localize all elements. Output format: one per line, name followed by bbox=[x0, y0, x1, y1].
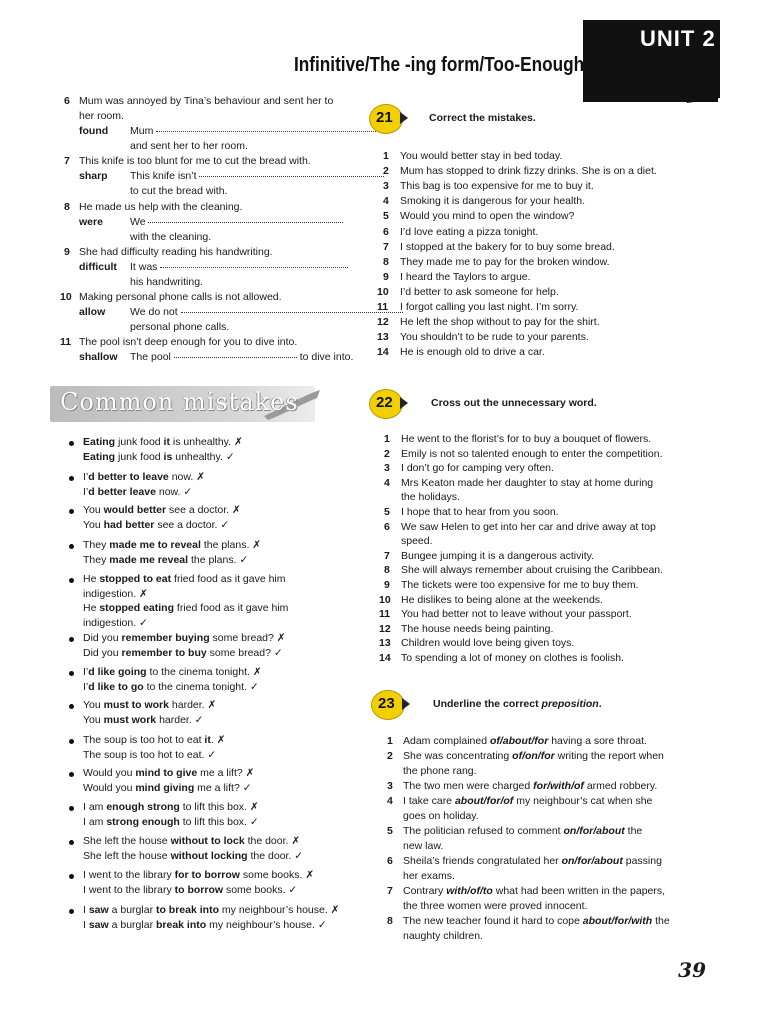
instruction-period: . bbox=[598, 698, 602, 710]
emphasis: Eating bbox=[83, 450, 116, 463]
text: see a doctor. ✗ bbox=[166, 504, 241, 516]
item-number: 4 bbox=[383, 195, 389, 208]
text: a burglar bbox=[108, 918, 156, 931]
bullet bbox=[69, 476, 74, 481]
emphasis: strong enough bbox=[106, 815, 180, 828]
text: I’ bbox=[83, 485, 89, 498]
text: You bbox=[83, 699, 104, 711]
text: her exams. bbox=[403, 870, 455, 882]
preposition-options: about/for/of bbox=[454, 795, 514, 807]
item-number: 3 bbox=[383, 180, 389, 193]
instruction-emphasis: preposition bbox=[541, 698, 599, 710]
item-number: 1 bbox=[387, 735, 393, 747]
item-number: 2 bbox=[384, 447, 390, 460]
item-sentence: I’d love eating a pizza tonight. bbox=[400, 225, 539, 238]
text: She left the house bbox=[83, 849, 171, 862]
text: new law. bbox=[403, 840, 444, 852]
item-sentence: You shouldn’t to be rude to your parents. bbox=[400, 331, 589, 344]
item-sentence: The tickets were too expensive for me to buy them. bbox=[401, 579, 639, 591]
text: I’ bbox=[83, 680, 89, 693]
mistake-line bbox=[83, 835, 300, 848]
item-sentence: She had difficulty reading his handwriting. bbox=[79, 246, 273, 258]
mistake-line bbox=[83, 816, 259, 829]
text: naughty children. bbox=[403, 930, 483, 942]
answer-line: The pool to dive into. bbox=[130, 351, 354, 363]
item-sentence: To spending a lot of money on clothes is foolish. bbox=[401, 652, 624, 664]
mistake-line bbox=[83, 666, 262, 679]
text: She left the house bbox=[83, 835, 171, 847]
emphasis: d like going bbox=[88, 666, 147, 678]
item-sentence: He left the shop without to pay for the shirt. bbox=[400, 316, 600, 329]
mistake-line bbox=[83, 647, 283, 660]
mistake-line bbox=[83, 519, 229, 532]
mistake-line bbox=[83, 632, 286, 645]
text: Sheila’s friends congratulated her bbox=[403, 855, 562, 867]
item-sentence: the holidays. bbox=[401, 491, 460, 504]
emphasis: break into bbox=[155, 918, 207, 931]
text: I take care bbox=[403, 795, 455, 807]
emphasis: made me to reveal bbox=[109, 539, 201, 551]
emphasis: must work bbox=[103, 713, 157, 726]
text: I am bbox=[83, 815, 107, 828]
emphasis: is bbox=[163, 450, 173, 463]
answer-line: We bbox=[130, 216, 343, 229]
item-sentence bbox=[403, 930, 483, 943]
emphasis: Eating bbox=[83, 436, 116, 448]
text: now. ✗ bbox=[168, 471, 206, 483]
item-number: 4 bbox=[387, 795, 393, 807]
item-number: 6 bbox=[64, 95, 70, 107]
text: some bread? ✓ bbox=[206, 646, 283, 659]
answer-line: Mum bbox=[130, 125, 378, 138]
text: to the cinema tonight. ✓ bbox=[143, 680, 259, 693]
item-sentence bbox=[403, 840, 443, 853]
bullet bbox=[69, 637, 74, 642]
emphasis: to borrow bbox=[174, 883, 224, 896]
bullet bbox=[69, 671, 74, 676]
item-sentence bbox=[403, 735, 647, 748]
item-sentence bbox=[403, 765, 477, 778]
item-sentence: speed. bbox=[401, 535, 433, 548]
emphasis: without to lock bbox=[170, 835, 245, 847]
text: the bbox=[652, 915, 670, 927]
emphasis: for to borrow bbox=[174, 869, 240, 881]
answer-line: and sent her to her room. bbox=[130, 140, 248, 152]
mistake-line bbox=[83, 904, 339, 917]
item-sentence: I hope that to hear from you soon. bbox=[401, 506, 559, 518]
item-sentence: He went to the florist’s for to buy a bouquet of flowers. bbox=[401, 433, 652, 445]
common-mistakes-heading: Common mistakes bbox=[60, 388, 299, 416]
bullet bbox=[69, 772, 74, 777]
item-sentence: Mum has stopped to drink fizzy drinks. She is on a diet. bbox=[400, 165, 657, 178]
emphasis: enough strong bbox=[106, 801, 180, 813]
mistake-line bbox=[83, 919, 327, 932]
mistake-line bbox=[83, 554, 248, 567]
text: harder. ✓ bbox=[156, 713, 204, 726]
bullet bbox=[69, 578, 74, 583]
bullet bbox=[69, 509, 74, 514]
item-sentence: You would better stay in bed today. bbox=[400, 150, 563, 162]
emphasis: without locking bbox=[170, 849, 248, 862]
item-sentence: I heard the Taylors to argue. bbox=[400, 270, 531, 283]
item-sentence bbox=[403, 750, 664, 763]
item-sentence bbox=[403, 795, 652, 808]
text: the bbox=[624, 825, 643, 837]
keyword: sharp bbox=[79, 170, 108, 182]
text: You bbox=[83, 713, 104, 726]
emphasis: had better bbox=[103, 518, 155, 531]
item-sentence bbox=[403, 825, 642, 838]
text: Did you bbox=[83, 632, 122, 644]
item-sentence: Emily is not so talented enough to enter the competition. bbox=[401, 447, 663, 460]
answer-blank bbox=[156, 130, 378, 132]
text: the door. ✓ bbox=[247, 849, 304, 862]
badge-pointer bbox=[402, 698, 410, 710]
item-sentence bbox=[403, 855, 662, 868]
text: You bbox=[83, 504, 104, 516]
answer-line: We do not bbox=[130, 306, 403, 319]
preposition-options: for/with/of bbox=[533, 780, 584, 792]
emphasis: saw bbox=[88, 904, 109, 916]
item-number: 5 bbox=[387, 825, 393, 837]
text: writing the report when bbox=[554, 750, 664, 762]
answer-line: It was bbox=[130, 261, 348, 274]
item-sentence: Would you mind to open the window? bbox=[400, 210, 575, 223]
mistake-line bbox=[83, 539, 261, 552]
item-number: 5 bbox=[384, 506, 390, 518]
badge-pointer bbox=[400, 112, 408, 124]
item-number: 2 bbox=[383, 165, 389, 178]
text: He bbox=[83, 573, 100, 585]
text: The two men were charged bbox=[403, 780, 534, 792]
item-sentence: Mrs Keaton made her daughter to stay at home during bbox=[401, 476, 654, 489]
item-number: 3 bbox=[384, 462, 390, 475]
text: to lift this box. ✓ bbox=[179, 815, 259, 828]
exercise-number: 22 bbox=[376, 394, 393, 411]
item-sentence: Bungee jumping it is a dangerous activity. bbox=[401, 549, 594, 562]
text: I’ bbox=[83, 471, 89, 483]
unit-label: UNIT 2 bbox=[640, 26, 716, 51]
preposition-options: on/for/about bbox=[563, 825, 625, 837]
preposition-options: with/of/to bbox=[446, 885, 493, 897]
item-sentence: This knife is too blunt for me to cut the bread with. bbox=[79, 155, 311, 167]
text: me a lift? ✓ bbox=[194, 781, 252, 794]
exercise-instruction bbox=[433, 698, 602, 710]
text: some books. ✗ bbox=[239, 869, 315, 881]
preposition-options: about/for/with bbox=[582, 915, 653, 927]
item-number: 12 bbox=[379, 622, 391, 635]
item-sentence: They made me to pay for the broken window. bbox=[400, 255, 610, 268]
text: fried food as it gave him bbox=[174, 602, 289, 614]
item-number: 1 bbox=[383, 150, 389, 162]
preposition-options: on/for/about bbox=[561, 855, 623, 867]
exercise-instruction: Cross out the unnecessary word. bbox=[431, 397, 597, 409]
item-number: 10 bbox=[60, 291, 72, 303]
item-number: 8 bbox=[384, 564, 390, 577]
item-number: 3 bbox=[387, 780, 393, 792]
mistake-line: indigestion. ✗ bbox=[83, 587, 148, 600]
answer-line: to cut the bread with. bbox=[130, 185, 228, 197]
mistake-line bbox=[83, 504, 241, 517]
item-number: 6 bbox=[387, 855, 393, 867]
item-number: 11 bbox=[379, 608, 391, 621]
item-number: 13 bbox=[377, 331, 389, 344]
text: some bread? ✗ bbox=[209, 632, 286, 644]
emphasis: d better to leave bbox=[88, 471, 169, 483]
item-sentence: Smoking it is dangerous for your health. bbox=[400, 195, 586, 208]
mistake-line bbox=[83, 801, 259, 814]
answer-blank bbox=[181, 311, 403, 313]
item-sentence: I forgot calling you last night. I’m sorry. bbox=[400, 301, 579, 313]
mistake-line bbox=[83, 782, 252, 795]
item-sentence: her room. bbox=[79, 110, 124, 122]
answer-tail: to dive into. bbox=[296, 351, 354, 363]
emphasis: it bbox=[204, 734, 211, 746]
item-number: 6 bbox=[384, 520, 390, 533]
mistake-line bbox=[83, 850, 303, 863]
text: the three women were proved innocent. bbox=[403, 900, 588, 912]
mistake-line bbox=[83, 734, 225, 747]
instruction-text: Underline the correct bbox=[433, 698, 542, 710]
item-number: 10 bbox=[377, 285, 389, 298]
item-number: 6 bbox=[383, 225, 389, 238]
answer-line: This knife isn’t bbox=[130, 170, 384, 183]
emphasis: stopped eating bbox=[99, 602, 175, 614]
keyword: found bbox=[79, 125, 109, 137]
item-number: 7 bbox=[384, 549, 390, 562]
text: fried food as it gave him bbox=[171, 573, 286, 585]
text: me a lift? ✗ bbox=[197, 767, 255, 779]
item-number: 11 bbox=[377, 301, 389, 313]
text: The soup is too hot to eat. ✓ bbox=[83, 748, 217, 761]
item-number: 14 bbox=[377, 346, 389, 359]
bullet bbox=[69, 704, 74, 709]
text: a burglar bbox=[108, 904, 156, 916]
mistake-line bbox=[83, 573, 286, 586]
mistake-line bbox=[83, 767, 254, 780]
item-number: 7 bbox=[387, 885, 393, 897]
text: see a doctor. ✓ bbox=[154, 518, 230, 531]
item-number: 7 bbox=[383, 240, 389, 253]
keyword: difficult bbox=[79, 261, 117, 273]
item-sentence: He is enough old to drive a car. bbox=[400, 346, 545, 359]
text: harder. ✗ bbox=[168, 699, 217, 711]
item-sentence: He made us help with the cleaning. bbox=[79, 201, 243, 213]
preposition-options: of/about/for bbox=[489, 735, 549, 747]
mistake-line bbox=[83, 681, 259, 694]
text: to lift this box. ✗ bbox=[179, 801, 259, 813]
text: now. ✓ bbox=[155, 485, 193, 498]
item-number: 11 bbox=[60, 336, 72, 348]
keyword: shallow bbox=[79, 351, 118, 363]
item-sentence: I’d better to ask someone for help. bbox=[400, 285, 559, 298]
text: some books. ✓ bbox=[223, 883, 298, 896]
text: junk food bbox=[115, 450, 164, 463]
item-sentence: Children would love being given toys. bbox=[401, 637, 575, 650]
answer-blank bbox=[160, 266, 348, 268]
item-sentence bbox=[403, 870, 455, 883]
bullet bbox=[69, 544, 74, 549]
item-number: 9 bbox=[383, 270, 389, 283]
mistake-line bbox=[83, 884, 297, 897]
badge-pointer bbox=[400, 397, 408, 409]
item-sentence bbox=[403, 885, 665, 898]
mistake-line bbox=[83, 486, 192, 499]
mistake-line: indigestion. ✓ bbox=[83, 616, 148, 629]
page-title: Infinitive/The -ing form/Too-Enough/Participles bbox=[294, 54, 676, 76]
item-sentence: Making personal phone calls is not allowed. bbox=[79, 291, 282, 303]
emphasis: saw bbox=[88, 918, 109, 931]
emphasis: d like to go bbox=[88, 680, 144, 693]
bullet bbox=[69, 909, 74, 914]
text: They bbox=[83, 539, 110, 551]
item-sentence: Mum was annoyed by Tina’s behaviour and sent her to bbox=[79, 95, 334, 107]
emphasis: mind to give bbox=[135, 767, 198, 779]
item-sentence: I don’t go for camping very often. bbox=[401, 462, 554, 475]
text: Would you bbox=[83, 781, 136, 794]
item-sentence bbox=[403, 915, 670, 928]
answer-blank bbox=[174, 356, 297, 358]
emphasis: mind giving bbox=[135, 781, 195, 794]
item-sentence: This bag is too expensive for me to buy it. bbox=[400, 180, 594, 193]
text: Contrary bbox=[403, 885, 447, 897]
text: Adam complained bbox=[403, 735, 490, 747]
item-number: 8 bbox=[387, 915, 393, 927]
item-number: 4 bbox=[384, 476, 390, 489]
text: She was concentrating bbox=[403, 750, 513, 762]
item-number: 2 bbox=[387, 750, 393, 762]
answer-blank bbox=[199, 175, 384, 177]
text: The new teacher found it hard to cope bbox=[403, 915, 583, 927]
text: the plans. ✓ bbox=[188, 553, 249, 566]
item-number: 8 bbox=[64, 201, 70, 213]
emphasis: it bbox=[163, 436, 170, 448]
text: You bbox=[83, 518, 104, 531]
exercise-number: 21 bbox=[376, 109, 393, 126]
text: I went to the library bbox=[83, 883, 175, 896]
item-sentence: We saw Helen to get into her car and drive away at top bbox=[401, 520, 656, 533]
page-number: 39 bbox=[678, 958, 706, 982]
item-sentence: She will always remember about cruising the Caribbean. bbox=[401, 564, 664, 577]
item-sentence: The pool isn’t deep enough for you to dive into. bbox=[79, 336, 298, 348]
item-sentence: He dislikes to being alone at the weekends. bbox=[401, 593, 603, 606]
item-number: 5 bbox=[383, 210, 389, 223]
emphasis: remember to buy bbox=[121, 646, 207, 659]
mistake-line bbox=[83, 699, 216, 712]
text: . ✗ bbox=[210, 734, 226, 746]
mistake-line bbox=[83, 714, 203, 727]
bullet bbox=[69, 840, 74, 845]
text: He bbox=[83, 602, 100, 614]
item-number: 13 bbox=[379, 637, 391, 650]
text: to the cinema tonight. ✗ bbox=[146, 666, 262, 678]
text: I bbox=[83, 918, 89, 931]
text: The soup is too hot to eat bbox=[83, 734, 205, 746]
keyword: allow bbox=[79, 306, 106, 318]
item-sentence bbox=[403, 900, 587, 913]
answer-line: personal phone calls. bbox=[130, 321, 230, 333]
item-number: 14 bbox=[379, 652, 391, 664]
text: I went to the library bbox=[83, 869, 175, 881]
mistake-line bbox=[83, 451, 235, 464]
text: my neighbour’s cat when she bbox=[513, 795, 653, 807]
text: armed robbery. bbox=[583, 780, 658, 792]
text: unhealthy. ✓ bbox=[172, 450, 235, 463]
item-number: 1 bbox=[384, 433, 390, 445]
text: Would you bbox=[83, 767, 136, 779]
item-sentence: You had better not to leave without your passport. bbox=[401, 608, 632, 621]
text: I bbox=[83, 904, 89, 916]
emphasis: d better leave bbox=[88, 485, 156, 498]
item-number: 9 bbox=[384, 579, 390, 591]
emphasis: made me reveal bbox=[109, 553, 189, 566]
text: what had been written in the papers, bbox=[492, 885, 666, 897]
emphasis: must to work bbox=[103, 699, 169, 711]
preposition-options: of/on/for bbox=[512, 750, 555, 762]
text: is unhealthy. ✗ bbox=[169, 436, 243, 448]
item-number: 7 bbox=[64, 155, 70, 167]
text: my neighbour’s house. ✓ bbox=[206, 918, 327, 931]
item-sentence: I stopped at the bakery for to buy some bread. bbox=[400, 240, 615, 253]
text: They bbox=[83, 553, 110, 566]
exercise-instruction: Correct the mistakes. bbox=[429, 112, 536, 124]
mistake-line bbox=[83, 869, 314, 882]
text: the door. ✗ bbox=[244, 835, 301, 847]
text: I am bbox=[83, 801, 107, 813]
item-number: 8 bbox=[383, 255, 389, 268]
text: Did you bbox=[83, 646, 122, 659]
bullet bbox=[69, 441, 74, 446]
text: The politician refused to comment bbox=[403, 825, 564, 837]
emphasis: to break into bbox=[155, 904, 219, 916]
text: passing bbox=[622, 855, 662, 867]
item-sentence: The house needs being painting. bbox=[401, 622, 554, 635]
item-sentence bbox=[403, 810, 479, 823]
emphasis: would better bbox=[103, 504, 167, 516]
mistake-line bbox=[83, 749, 216, 762]
answer-line: his handwriting. bbox=[130, 276, 203, 288]
mistake-line bbox=[83, 602, 288, 615]
mistake-line bbox=[83, 436, 243, 449]
item-sentence bbox=[403, 780, 657, 793]
item-number: 12 bbox=[377, 316, 389, 329]
text: I’ bbox=[83, 666, 89, 678]
emphasis: stopped to eat bbox=[99, 573, 172, 585]
bullet bbox=[69, 806, 74, 811]
text: my neighbour’s house. ✗ bbox=[219, 904, 340, 916]
bullet bbox=[69, 874, 74, 879]
item-number: 9 bbox=[64, 246, 70, 258]
item-number: 10 bbox=[379, 593, 391, 606]
text: having a sore throat. bbox=[548, 735, 647, 747]
exercise-number: 23 bbox=[378, 695, 395, 712]
answer-blank bbox=[148, 221, 343, 223]
text: goes on holiday. bbox=[403, 810, 479, 822]
text: junk food bbox=[115, 436, 164, 448]
text: the phone rang. bbox=[403, 765, 477, 777]
emphasis: remember buying bbox=[121, 632, 210, 644]
mistake-line bbox=[83, 471, 205, 484]
answer-line: with the cleaning. bbox=[130, 231, 212, 243]
text: the plans. ✗ bbox=[200, 539, 262, 551]
bullet bbox=[69, 739, 74, 744]
keyword: were bbox=[79, 216, 103, 228]
